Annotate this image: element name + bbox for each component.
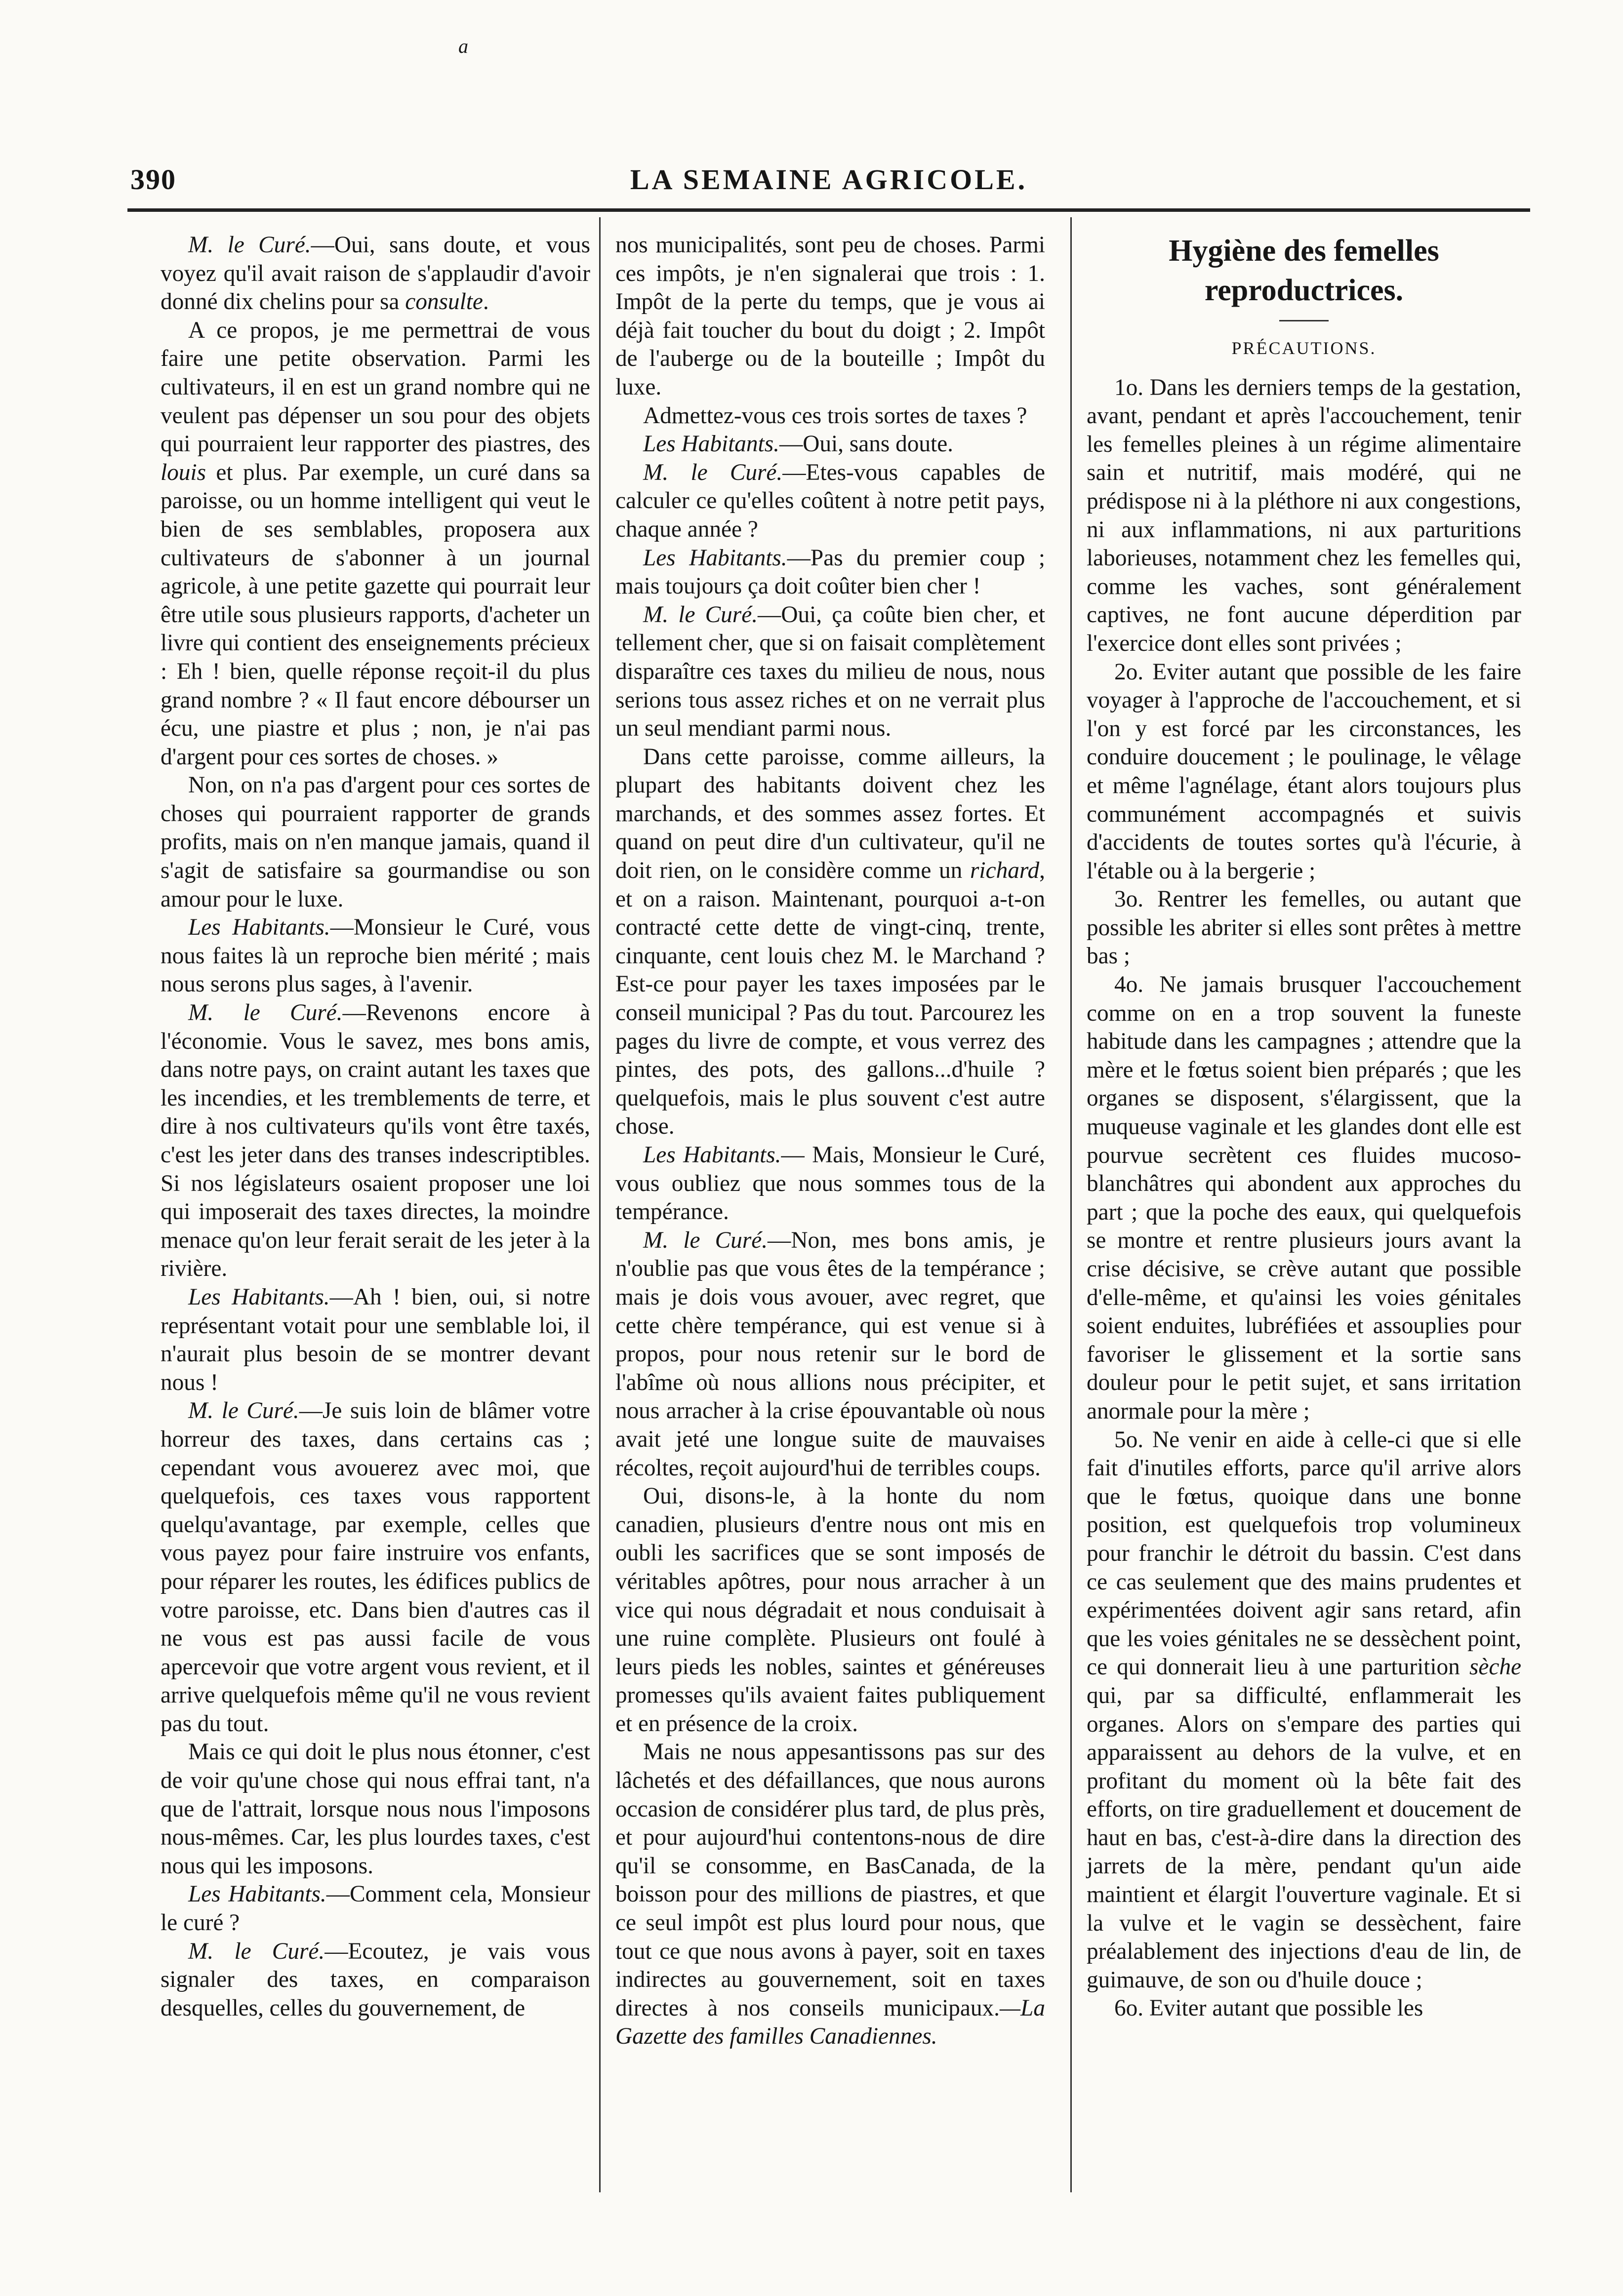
title-rule [1279, 320, 1329, 321]
paragraph [161, 1738, 590, 1880]
paragraph [161, 317, 590, 772]
speaker-name: Les Habitants. [643, 1142, 781, 1168]
column-2 [615, 231, 1045, 2051]
paragraph [1087, 1994, 1521, 2023]
speaker-name: Les Habitants. [188, 914, 330, 941]
paragraph [615, 1738, 1045, 2051]
speaker-name: M. le Curé. [188, 1398, 299, 1424]
speaker-name: Les Habitants. [643, 431, 779, 457]
paragraph-text: nos municipalités, sont peu de choses. Parmi ces impôts, je n'en signalerai que trois : 1. Impôt de la perte du temps, que je vous ai déjà fait toucher du bout du doigt ; 2. Impôt de l'auberge ou de la bouteille ; Impôt du luxe. [615, 232, 1045, 400]
source-citation: —La Gazette des familles Canadiennes. [615, 1995, 1045, 2050]
paragraph-text: —Non, mes bons amis, je n'oublie pas que vous êtes de la tempérance ; mais je dois vous avouer, avec regret, que cette chère tempérance, qui est venue si à propos, pour nous retenir sur le bord de l'abîme où nous allions nous précipiter, et nous arracher à la crise épouvantable où nous avait jeté une longue suite de mauvaises récoltes, reçoit aujourd'hui de terribles coups. [615, 1227, 1045, 1481]
paragraph-text: 2o. Eviter autant que possible de les faire voyager à l'approche de l'accouchement, et si l'on y est forcé par les circonstances, les conduire doucement ; le poulinage, le vêlage et même l'agnélage, étant alors toujours plus communément accompagnés et suivis d'accidents de toutes sortes qu'à l'écurie, à l'étable ou à la bergerie ; [1087, 659, 1521, 884]
speaker-name: Les Habitants. [188, 1881, 326, 1907]
paragraph-text: Mais ne nous appesantissons pas sur des lâchetés et des défaillances, que nous aurons occasion de considérer plus tard, de plus près, et pour aujourd'hui contentons-nous de dire qu'il se consomme, en BasCanada, de la boisson pour des millions de piastres, et que ce seul impôt est plus lourd pour nous, que tout ce que nous avons à payer, soit en taxes indirectes au gouvernement, soit en taxes directes à nos conseils municipaux. [615, 1739, 1045, 2021]
paragraph [161, 1283, 590, 1397]
paragraph-text: 5o. Ne venir en aide à celle-ci que si elle fait d'inutiles efforts, parce qu'il arrive alors que le fœtus, quoique dans une bonne position, est quelquefois trop volumineux pour franchir le détroit du bassin. C'est dans ce cas seulement que des mains prudentes et expérimentées doivent agir sans retard, afin que les voies génitales ne se dessèchent point, ce qui donnerait lieu à une parturition [1087, 1426, 1521, 1680]
speaker-name: M. le Curé. [643, 601, 758, 628]
paragraph-text: —Comment cela, Monsieur le curé ? [161, 1881, 591, 1936]
paragraph [1087, 658, 1521, 886]
paragraph-text: — Mais, Monsieur le Curé, vous oubliez que nous sommes tous de la tempérance. [615, 1142, 1045, 1225]
paragraph-text: —Oui, sans doute, et vous voyez qu'il avait raison de s'applaudir d'avoir donné dix chelins pour sa [161, 232, 590, 315]
top-mark: a [458, 35, 468, 57]
paragraph-text: . [483, 289, 489, 315]
paragraph [615, 1141, 1045, 1227]
paragraph [615, 1482, 1045, 1738]
paragraph-text: et plus. Par exemple, un curé dans sa paroisse, ou un homme intelligent qui veut le bien de ses semblables, proposera aux cultivateurs de s'abonner à un journal agricole, à une petite gazette qui pourrait leur être utile sous plusieurs rapports, d'acheter un livre qui contient des enseignements précieux : Eh ! bien, quelle réponse reçoit-il du plus grand nombre ? « Il faut encore débourser un écu, une piastre et plus ; non, je n'ai pas d'argent pour ces sortes de choses. » [161, 459, 590, 770]
paragraph-text: —Ah ! bien, oui, si notre représentant votait pour une semblable loi, il n'aurait plus besoin de se montrer devant nous ! [161, 1284, 590, 1395]
column-1 [161, 231, 590, 2022]
paragraph [615, 231, 1045, 402]
paragraph [615, 459, 1045, 544]
speaker-name: M. le Curé. [643, 459, 783, 485]
paragraph-text: 3o. Rentrer les femelles, ou autant que possible les abriter si elles sont prêtes à mettre bas ; [1087, 886, 1521, 969]
paragraph [1087, 971, 1521, 1426]
paragraph-text: Mais ce qui doit le plus nous étonner, c'est de voir qu'une chose qui nous effrai tant, n'a que de l'attrait, lorsque nous nous l'imposons nous-mêmes. Car, les plus lourdes taxes, c'est nous qui les imposons. [161, 1739, 590, 1879]
paragraph-text: —Ecoutez, je vais vous signaler des taxes, en comparaison desquelles, celles du gouvernement, de [161, 1938, 590, 2021]
paragraph-text: Non, on n'a pas d'argent pour ces sortes de choses qui pourraient rapporter de grands profits, mais on n'en manque jamais, quand il s'agit de satisfaire sa gourmandise ou son amour pour le luxe. [161, 772, 590, 912]
paragraph [615, 402, 1045, 431]
journal-title: LA SEMAINE AGRICOLE. [630, 163, 1028, 196]
column-3 [1087, 231, 1521, 2023]
article-subhead: PRÉCAUTIONS. [1231, 338, 1377, 358]
speaker-name: Les Habitants. [643, 545, 787, 571]
article-body [1087, 374, 1521, 2023]
paragraph [1087, 885, 1521, 971]
paragraph-text: —Etes-vous capables de calculer ce qu'elles coûtent à notre petit pays, chaque année ? [615, 459, 1045, 542]
paragraph-text: —Pas du premier coup ; mais toujours ça doit coûter bien cher ! [615, 545, 1045, 599]
speaker-name: M. le Curé. [188, 232, 311, 258]
paragraph-text: —Je suis loin de blâmer votre horreur des taxes, dans certains cas ; cependant vous avouerez avec moi, que quelquefois, ces taxes vous rapportent quelqu'avantage, par exemple, celles que vous payez pour faire instruire vos enfants, pour réparer les routes, les édifices publics de votre paroisse, etc. Dans bien d'autres cas il ne vous est pas aussi facile de vous apercevoir que votre argent vous revient, et il arrive quelquefois même qu'il ne vous revient pas du tout. [161, 1398, 590, 1737]
speaker-name: M. le Curé. [643, 1227, 768, 1253]
paragraph-text: Dans cette paroisse, comme ailleurs, la plupart des habitants doivent chez les marchands, et des sommes assez fortes. Et quand on peut dire d'un cultivateur, qu'il ne doit rien, on le considère comme un [615, 744, 1045, 884]
paragraph [161, 1397, 590, 1738]
paragraph-text: —Oui, ça coûte bien cher, et tellement cher, que si on faisait complètement disparaître ces taxes du milieu de nous, nous serions tous assez riches et on ne verrait plus un seul mendiant parmi nous. [615, 601, 1045, 742]
paragraph [615, 1227, 1045, 1482]
paragraph [615, 544, 1045, 601]
paragraph [615, 601, 1045, 743]
paragraph [615, 430, 1045, 459]
paragraph-text: 6o. Eviter autant que possible les [1114, 1995, 1423, 2021]
paragraph-text: —Monsieur le Curé, vous nous faites là un reproche bien mérité ; mais nous serons plus sages, à l'avenir. [161, 914, 590, 997]
column-divider-2 [1070, 217, 1072, 2192]
paragraph [161, 1938, 590, 2023]
paragraph-text: qui, par sa difficulté, enflammerait les organes. Alors on s'empare des parties qui apparaissent au dehors de la vulve, et en profitant du moment où la bête fait des efforts, on tire graduellement et doucement de haut en bas, c'est-à-dire dans la direction des jarrets de la mère, pendant qu'un aide maintient et élargit l'ouverture vaginale. Et si la vulve et le vagin se dessèchent, faire préalablement des injections d'eau de lin, de guimauve, de son ou d'huile douce ; [1087, 1682, 1521, 1993]
speaker-name: Les Habitants. [188, 1284, 330, 1310]
page-number: 390 [130, 163, 176, 196]
paragraph-text: A ce propos, je me permettrai de vous faire une petite observation. Parmi les cultivateurs, il en est un grand nombre qui ne veulent pas dépenser un sou pour des objets qui pourraient leur rapporter des piastres, des [161, 317, 590, 457]
column-divider-1 [599, 217, 601, 2192]
italic-text: richard [970, 858, 1040, 884]
paragraph-text: Admettez-vous ces trois sortes de taxes ? [643, 402, 1027, 429]
article-title: Hygiène des femelles reproductrices. [1169, 234, 1439, 307]
paragraph [1087, 374, 1521, 658]
paragraph [161, 913, 590, 999]
italic-text: louis [161, 459, 206, 485]
paragraph-text: —Oui, sans doute. [779, 431, 954, 457]
paragraph [161, 231, 590, 317]
page-header [127, 163, 1530, 207]
paragraph-text: Oui, disons-le, à la honte du nom canadien, plusieurs d'entre nous ont mis en oubli les sacrifices que se sont imposés de véritables apôtres, pour nous arracher à un vice qui nous dégradait et nous conduisait à une ruine complète. Plusieurs ont foulé à leurs pieds les nobles, saintes et généreuses promesses qu'ils avaient faites publiquement et en présence de la croix. [615, 1483, 1045, 1737]
paragraph [161, 771, 590, 913]
speaker-name: M. le Curé. [188, 1938, 325, 1964]
paragraph [1087, 1426, 1521, 1995]
paragraph [161, 1880, 590, 1937]
paragraph-text: 4o. Ne jamais brusquer l'accouchement comme on en a trop souvent la funeste habitude dans les campagnes ; attendre que la mère et le fœtus soient bien préparés ; que les organes se disposent, s'élargissent, que la muqueuse vaginale et les glandes dont elle est pourvue secrètent ces fluides mucoso-blanchâtres qui abondent aux approches du part ; que la poche des eaux, qui quelquefois se montre et rentre plusieurs jours avant la crise décisive, se crève autant que possible d'elle-même, et qu'ainsi les voies génitales soient enduites, lubréfiées et assouplies pour favoriser le glissement et la sortie sans douleur pour le petit sujet, et sans irritation anormale pour la mère ; [1087, 972, 1521, 1424]
speaker-name: M. le Curé. [188, 1000, 343, 1026]
paragraph [161, 999, 590, 1283]
paragraph-text: 1o. Dans les derniers temps de la gestation, avant, pendant et après l'accouchement, tenir les femelles pleines à un régime alimentaire sain et nutritif, mais modéré, qui ne prédispose ni à la pléthore ni aux congestions, ni aux inflammations, ni aux parturitions laborieuses, notamment chez les femelles qui, comme les vaches, sont généralement captives, ne font aucune déperdition par l'exercice dont elles sont privées ; [1087, 374, 1521, 656]
header-rule [127, 208, 1530, 212]
italic-text: sèche [1469, 1654, 1521, 1680]
paragraph-text: , et on a raison. Maintenant, pourquoi a-t-on contracté cette dette de vingt-cinq, trente, cinquante, cent louis chez M. le Marchand ? Est-ce pour payer les taxes imposées par le conseil municipal ? Pas du tout. Parcourez les pages du livre de compte, et vous verrez des pintes, des pots, des gallons...d'huile ? quelquefois, mais le plus souvent c'est autre chose. [615, 858, 1045, 1140]
italic-text: consulte [405, 289, 483, 315]
paragraph-text: —Revenons encore à l'économie. Vous le savez, mes bons amis, dans notre pays, on craint autant les taxes que les incendies, et les tremblements de terre, et dire à nos cultivateurs qu'ils vont être taxés, c'est les jeter dans des transes indescriptibles. Si nos législateurs osaient proposer une loi qui imposerait des taxes directes, la moindre menace qu'on leur ferait serait de les jeter à la rivière. [161, 1000, 590, 1282]
paragraph [615, 743, 1045, 1141]
